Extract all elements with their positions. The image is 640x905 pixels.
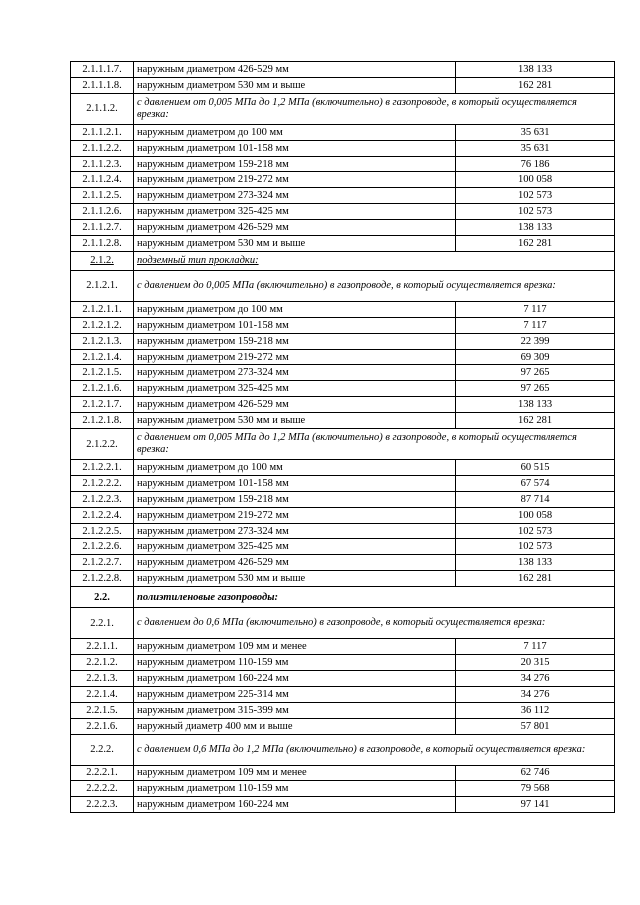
category-header-row	[71, 429, 615, 460]
row-description: наружным диаметром 219-272 мм	[134, 172, 456, 188]
table-row	[71, 491, 615, 507]
row-description: с давлением от 0,005 МПа до 1,2 МПа (включительно) в газопроводе, в который осуществляется врезка:	[134, 429, 615, 460]
row-description: наружный диаметр 400 мм и выше	[134, 718, 456, 734]
row-description: наружным диаметром 315-399 мм	[134, 702, 456, 718]
row-value: 35 631	[456, 124, 615, 140]
row-value: 76 186	[456, 156, 615, 172]
row-code: 2.1.1.1.8.	[71, 77, 134, 93]
row-value: 138 133	[456, 220, 615, 236]
row-description: наружным диаметром 426-529 мм	[134, 220, 456, 236]
row-description: наружным диаметром до 100 мм	[134, 460, 456, 476]
row-code: 2.1.1.2.8.	[71, 236, 134, 252]
category-header-row	[71, 93, 615, 124]
row-code: 2.1.2.1.2.	[71, 317, 134, 333]
row-value: 162 281	[456, 77, 615, 93]
row-code: 2.2.1.	[71, 608, 134, 639]
category-header-row	[71, 270, 615, 301]
table-row	[71, 77, 615, 93]
row-description: наружным диаметром 109 мм и менее	[134, 639, 456, 655]
row-code: 2.1.2.2.5.	[71, 523, 134, 539]
row-value: 35 631	[456, 140, 615, 156]
row-description: наружным диаметром 101-158 мм	[134, 475, 456, 491]
row-value: 97 141	[456, 797, 615, 813]
row-code: 2.1.2.2.7.	[71, 555, 134, 571]
row-code: 2.1.1.2.1.	[71, 124, 134, 140]
row-description: наружным диаметром 273-324 мм	[134, 188, 456, 204]
row-description: наружным диаметром 530 мм и выше	[134, 236, 456, 252]
row-code: 2.1.1.1.7.	[71, 62, 134, 78]
table-row	[71, 507, 615, 523]
row-code: 2.1.2.1.6.	[71, 381, 134, 397]
row-code: 2.1.1.2.4.	[71, 172, 134, 188]
row-code: 2.2.1.4.	[71, 686, 134, 702]
table-row	[71, 140, 615, 156]
row-value: 69 309	[456, 349, 615, 365]
row-code: 2.1.2.1.1.	[71, 301, 134, 317]
row-description: полиэтиленовые газопроводы:	[134, 587, 615, 608]
row-description: наружным диаметром 101-158 мм	[134, 140, 456, 156]
row-code: 2.1.1.2.7.	[71, 220, 134, 236]
rates-table	[70, 61, 615, 813]
table-row	[71, 397, 615, 413]
row-value: 138 133	[456, 62, 615, 78]
row-value: 102 573	[456, 539, 615, 555]
row-description: наружным диаметром 325-425 мм	[134, 539, 456, 555]
row-value: 7 117	[456, 317, 615, 333]
table-row	[71, 220, 615, 236]
row-description: наружным диаметром 101-158 мм	[134, 317, 456, 333]
row-code: 2.1.2.2.1.	[71, 460, 134, 476]
row-description: наружным диаметром 325-425 мм	[134, 204, 456, 220]
row-description: наружным диаметром 530 мм и выше	[134, 413, 456, 429]
table-row	[71, 204, 615, 220]
row-code: 2.2.2.	[71, 734, 134, 765]
table-row	[71, 555, 615, 571]
row-code: 2.2.1.5.	[71, 702, 134, 718]
table-row	[71, 301, 615, 317]
row-code: 2.1.2.2.2.	[71, 475, 134, 491]
table-row	[71, 62, 615, 78]
row-code: 2.1.2.2.4.	[71, 507, 134, 523]
row-value: 36 112	[456, 702, 615, 718]
row-value: 102 573	[456, 188, 615, 204]
row-value: 97 265	[456, 381, 615, 397]
row-description: с давлением от 0,005 МПа до 1,2 МПа (включительно) в газопроводе, в который осуществляется врезка:	[134, 93, 615, 124]
row-value: 97 265	[456, 365, 615, 381]
row-code: 2.1.2.1.	[71, 270, 134, 301]
row-description: наружным диаметром 159-218 мм	[134, 156, 456, 172]
row-description: наружным диаметром 426-529 мм	[134, 397, 456, 413]
row-value: 34 276	[456, 670, 615, 686]
row-description: наружным диаметром 109 мм и менее	[134, 765, 456, 781]
table-row	[71, 413, 615, 429]
row-code: 2.2.1.1.	[71, 639, 134, 655]
row-value: 102 573	[456, 523, 615, 539]
row-description: наружным диаметром 159-218 мм	[134, 491, 456, 507]
row-description: с давлением до 0,6 МПа (включительно) в газопроводе, в который осуществляется врезка:	[134, 608, 615, 639]
table-row	[71, 349, 615, 365]
row-value: 34 276	[456, 686, 615, 702]
table-row	[71, 539, 615, 555]
row-code: 2.1.2.1.3.	[71, 333, 134, 349]
row-value: 162 281	[456, 571, 615, 587]
row-code: 2.2.1.3.	[71, 670, 134, 686]
row-code: 2.1.2.2.6.	[71, 539, 134, 555]
row-code: 2.1.1.2.3.	[71, 156, 134, 172]
row-value: 162 281	[456, 413, 615, 429]
table-row	[71, 639, 615, 655]
row-description: наружным диаметром до 100 мм	[134, 124, 456, 140]
row-value: 87 714	[456, 491, 615, 507]
row-value: 22 399	[456, 333, 615, 349]
row-code: 2.2.	[71, 587, 134, 608]
row-description: наружным диаметром 160-224 мм	[134, 797, 456, 813]
row-code: 2.1.2.1.7.	[71, 397, 134, 413]
table-row	[71, 670, 615, 686]
table-row	[71, 702, 615, 718]
table-row	[71, 124, 615, 140]
row-description: с давлением до 0,005 МПа (включительно) в газопроводе, в который осуществляется врезка:	[134, 270, 615, 301]
row-code: 2.1.2.2.	[71, 429, 134, 460]
table-row	[71, 236, 615, 252]
row-code: 2.1.2.1.5.	[71, 365, 134, 381]
table-row	[71, 781, 615, 797]
row-value: 20 315	[456, 655, 615, 671]
row-value: 7 117	[456, 301, 615, 317]
row-value: 79 568	[456, 781, 615, 797]
table-row	[71, 460, 615, 476]
section-header-row	[71, 587, 615, 608]
row-value: 62 746	[456, 765, 615, 781]
table-row	[71, 172, 615, 188]
table-row	[71, 475, 615, 491]
table-row	[71, 571, 615, 587]
row-code: 2.1.1.2.2.	[71, 140, 134, 156]
table-row	[71, 797, 615, 813]
row-code: 2.2.1.6.	[71, 718, 134, 734]
row-value: 7 117	[456, 639, 615, 655]
table-row	[71, 523, 615, 539]
row-description: наружным диаметром 530 мм и выше	[134, 571, 456, 587]
row-code: 2.2.2.1.	[71, 765, 134, 781]
subsection-row	[71, 251, 615, 270]
row-code: 2.2.2.3.	[71, 797, 134, 813]
category-header-row	[71, 734, 615, 765]
row-description: с давлением 0,6 МПа до 1,2 МПа (включительно) в газопроводе, в который осуществляется врезка:	[134, 734, 615, 765]
row-value: 67 574	[456, 475, 615, 491]
row-value: 100 058	[456, 507, 615, 523]
row-value: 138 133	[456, 555, 615, 571]
row-description: подземный тип прокладки:	[134, 251, 615, 270]
row-value: 60 515	[456, 460, 615, 476]
row-code: 2.1.1.2.5.	[71, 188, 134, 204]
row-value: 100 058	[456, 172, 615, 188]
row-description: наружным диаметром 159-218 мм	[134, 333, 456, 349]
row-code: 2.2.1.2.	[71, 655, 134, 671]
table-row	[71, 156, 615, 172]
row-description: наружным диаметром 219-272 мм	[134, 507, 456, 523]
row-description: наружным диаметром 426-529 мм	[134, 555, 456, 571]
row-value: 102 573	[456, 204, 615, 220]
row-description: наружным диаметром 160-224 мм	[134, 670, 456, 686]
row-description: наружным диаметром 325-425 мм	[134, 381, 456, 397]
row-code: 2.1.2.2.3.	[71, 491, 134, 507]
row-description: наружным диаметром до 100 мм	[134, 301, 456, 317]
row-code: 2.1.1.2.6.	[71, 204, 134, 220]
table-row	[71, 718, 615, 734]
row-value: 57 801	[456, 718, 615, 734]
table-row	[71, 765, 615, 781]
row-code: 2.2.2.2.	[71, 781, 134, 797]
row-description: наружным диаметром 225-314 мм	[134, 686, 456, 702]
table-row	[71, 317, 615, 333]
row-description: наружным диаметром 530 мм и выше	[134, 77, 456, 93]
row-description: наружным диаметром 426-529 мм	[134, 62, 456, 78]
row-value: 162 281	[456, 236, 615, 252]
row-code: 2.1.2.	[71, 251, 134, 270]
table-row	[71, 365, 615, 381]
row-description: наружным диаметром 110-159 мм	[134, 655, 456, 671]
table-row	[71, 188, 615, 204]
table-row	[71, 381, 615, 397]
row-code: 2.1.2.1.4.	[71, 349, 134, 365]
category-header-row	[71, 608, 615, 639]
row-description: наружным диаметром 273-324 мм	[134, 523, 456, 539]
row-code: 2.1.1.2.	[71, 93, 134, 124]
row-description: наружным диаметром 219-272 мм	[134, 349, 456, 365]
row-code: 2.1.2.2.8.	[71, 571, 134, 587]
row-description: наружным диаметром 273-324 мм	[134, 365, 456, 381]
table-row	[71, 333, 615, 349]
row-value: 138 133	[456, 397, 615, 413]
table-row	[71, 686, 615, 702]
row-description: наружным диаметром 110-159 мм	[134, 781, 456, 797]
table-row	[71, 655, 615, 671]
row-code: 2.1.2.1.8.	[71, 413, 134, 429]
rates-table-body	[71, 62, 615, 813]
